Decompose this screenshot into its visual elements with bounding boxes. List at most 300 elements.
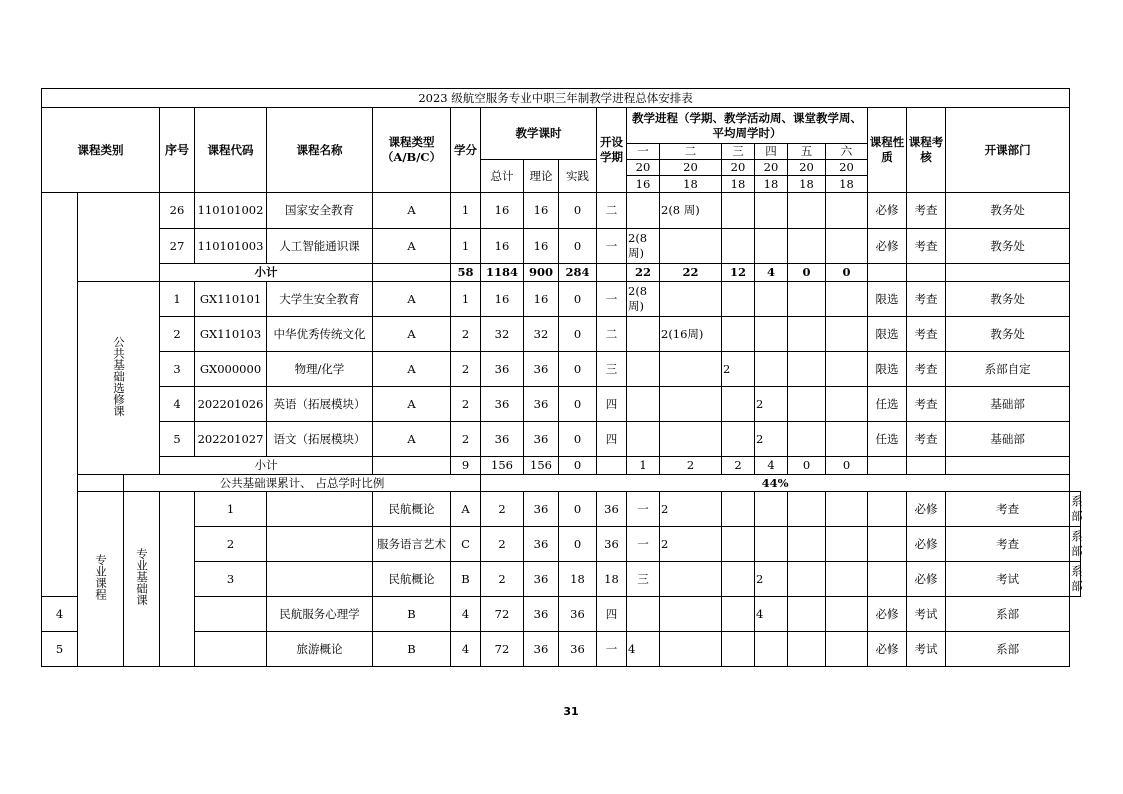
course-practice-hours: 36 bbox=[559, 632, 597, 667]
category-label bbox=[78, 492, 124, 667]
table-row bbox=[42, 492, 1081, 527]
course-assessment: 考查 bbox=[907, 422, 946, 457]
header-class-weeks: 18 bbox=[826, 176, 868, 193]
header-semester-start: 开设学期 bbox=[597, 108, 627, 193]
course-term-hours bbox=[722, 282, 755, 317]
course-practice-hours: 0 bbox=[559, 282, 597, 317]
course-practice-hours: 0 bbox=[559, 193, 597, 229]
course-code bbox=[267, 492, 373, 527]
table-row bbox=[42, 597, 1081, 632]
course-term-hours bbox=[755, 193, 788, 229]
course-term-hours bbox=[660, 387, 722, 422]
header-seq: 序号 bbox=[160, 108, 195, 193]
course-total-hours: 36 bbox=[481, 352, 524, 387]
course-term-hours bbox=[627, 422, 660, 457]
course-type: A bbox=[373, 193, 451, 229]
course-nature: 必修 bbox=[907, 492, 946, 527]
subcategory-professional-basic: 专业基础课 bbox=[135, 548, 149, 606]
course-total-hours: 36 bbox=[524, 562, 559, 597]
course-term-hours: 2(8周) bbox=[627, 282, 660, 317]
subtotal-row bbox=[42, 457, 1081, 475]
course-code bbox=[267, 562, 373, 597]
subtotal-term: 2 bbox=[722, 457, 755, 475]
header-activity-weeks: 20 bbox=[826, 160, 868, 176]
course-name: 旅游概论 bbox=[267, 632, 373, 667]
course-theory-hours: 32 bbox=[524, 317, 559, 352]
course-term-hours bbox=[868, 562, 907, 597]
course-seq: 3 bbox=[160, 352, 195, 387]
course-term-hours bbox=[826, 597, 868, 632]
course-term-hours bbox=[660, 562, 722, 597]
course-term-hours: 2 bbox=[755, 562, 788, 597]
course-practice-hours: 0 bbox=[559, 422, 597, 457]
header-dept: 开课部门 bbox=[946, 108, 1070, 193]
subtotal-term: 22 bbox=[627, 264, 660, 282]
course-name: 服务语言艺术 bbox=[373, 527, 451, 562]
course-term-hours: 2 bbox=[660, 492, 722, 527]
header-term: 六 bbox=[826, 144, 868, 160]
subtotal-term: 0 bbox=[826, 457, 868, 475]
course-seq: 1 bbox=[195, 492, 267, 527]
course-seq: 4 bbox=[42, 597, 78, 632]
title-row bbox=[42, 89, 1081, 108]
course-term-hours bbox=[826, 193, 868, 229]
course-nature: 必修 bbox=[868, 193, 907, 229]
subtotal-practice: 284 bbox=[559, 264, 597, 282]
course-assessment: 考查 bbox=[907, 387, 946, 422]
header-class-weeks: 18 bbox=[788, 176, 826, 193]
course-term-hours bbox=[722, 317, 755, 352]
header-progress: 教学进程（学期、教学活动周、课堂教学周、平均周学时） bbox=[627, 108, 868, 144]
course-practice-hours: 0 bbox=[559, 387, 597, 422]
course-theory-hours: 0 bbox=[559, 527, 597, 562]
course-dept: 系部 bbox=[1070, 527, 1081, 562]
header-activity-weeks: 20 bbox=[788, 160, 826, 176]
course-dept: 基础部 bbox=[946, 387, 1070, 422]
course-credit: 2 bbox=[451, 422, 481, 457]
course-practice-hours: 36 bbox=[559, 597, 597, 632]
course-theory-hours: 36 bbox=[524, 387, 559, 422]
blank-cell bbox=[907, 457, 946, 475]
subtotal-label: 小计 bbox=[160, 264, 373, 282]
course-term-hours bbox=[755, 282, 788, 317]
course-dept: 教务处 bbox=[946, 317, 1070, 352]
course-dept: 教务处 bbox=[946, 282, 1070, 317]
course-dept: 基础部 bbox=[946, 422, 1070, 457]
course-practice-hours: 0 bbox=[559, 229, 597, 264]
course-theory-hours: 0 bbox=[559, 492, 597, 527]
course-dept: 教务处 bbox=[946, 193, 1070, 229]
course-total-hours: 16 bbox=[481, 282, 524, 317]
table-row bbox=[42, 229, 1081, 264]
course-term-hours bbox=[755, 352, 788, 387]
course-total-hours: 36 bbox=[524, 527, 559, 562]
table-row bbox=[42, 317, 1081, 352]
course-start-semester: 四 bbox=[597, 597, 627, 632]
course-credit: 2 bbox=[451, 352, 481, 387]
course-practice-hours: 0 bbox=[559, 317, 597, 352]
course-code: GX110103 bbox=[195, 317, 267, 352]
course-term-hours bbox=[826, 492, 868, 527]
header-class-weeks: 18 bbox=[660, 176, 722, 193]
table-row bbox=[42, 282, 1081, 317]
course-term-hours bbox=[868, 492, 907, 527]
course-name: 语文（拓展模块） bbox=[267, 422, 373, 457]
blank-cell bbox=[160, 492, 195, 667]
course-term-hours bbox=[660, 632, 722, 667]
course-total-hours: 32 bbox=[481, 317, 524, 352]
blank-cell bbox=[373, 264, 451, 282]
header-term: 三 bbox=[722, 144, 755, 160]
subtotal-practice: 0 bbox=[559, 457, 597, 475]
course-name: 国家安全教育 bbox=[267, 193, 373, 229]
course-term-hours bbox=[660, 597, 722, 632]
course-assessment: 考试 bbox=[907, 632, 946, 667]
subcategory-label bbox=[78, 282, 160, 475]
course-total-hours: 72 bbox=[481, 597, 524, 632]
course-term-hours: 4 bbox=[627, 632, 660, 667]
subtotal-label: 小计 bbox=[160, 457, 373, 475]
course-theory-hours: 16 bbox=[524, 229, 559, 264]
table-row bbox=[42, 193, 1081, 229]
course-term-hours bbox=[826, 422, 868, 457]
course-seq: 3 bbox=[195, 562, 267, 597]
course-term-hours: 2(8 周) bbox=[660, 193, 722, 229]
course-term-hours bbox=[722, 422, 755, 457]
course-type: A bbox=[373, 317, 451, 352]
course-term-hours bbox=[722, 193, 755, 229]
course-assessment: 考查 bbox=[907, 317, 946, 352]
subtotal-term: 0 bbox=[788, 457, 826, 475]
course-term-hours bbox=[788, 193, 826, 229]
course-seq: 5 bbox=[160, 422, 195, 457]
header-term: 二 bbox=[660, 144, 722, 160]
course-total-hours: 16 bbox=[481, 193, 524, 229]
course-term-hours bbox=[722, 229, 755, 264]
course-term-hours: 2 bbox=[755, 387, 788, 422]
course-dept: 教务处 bbox=[946, 229, 1070, 264]
header-hours: 教学课时 bbox=[481, 108, 597, 160]
course-term-hours bbox=[660, 352, 722, 387]
subcategory-label bbox=[124, 492, 160, 667]
course-theory-hours: 36 bbox=[524, 597, 559, 632]
course-code: 202201027 bbox=[195, 422, 267, 457]
course-term-hours bbox=[660, 282, 722, 317]
course-type: B bbox=[373, 632, 451, 667]
course-theory-hours: 36 bbox=[524, 422, 559, 457]
course-dept: 系部 bbox=[1070, 562, 1081, 597]
course-dept: 系部 bbox=[946, 632, 1070, 667]
course-term-hours bbox=[722, 527, 755, 562]
course-practice-hours: 0 bbox=[559, 352, 597, 387]
course-seq: 2 bbox=[195, 527, 267, 562]
header-practice: 实践 bbox=[559, 160, 597, 193]
subcategory-public-elective: 公共基础选修课 bbox=[112, 335, 126, 417]
course-theory-hours: 18 bbox=[559, 562, 597, 597]
course-term-hours bbox=[722, 492, 755, 527]
course-term-hours bbox=[755, 229, 788, 264]
header-category: 课程类别 bbox=[42, 108, 160, 193]
table-row bbox=[42, 387, 1081, 422]
course-type: A bbox=[373, 352, 451, 387]
blank-cell bbox=[373, 457, 451, 475]
course-term-hours bbox=[826, 562, 868, 597]
subtotal-term: 0 bbox=[788, 264, 826, 282]
course-seq: 27 bbox=[160, 229, 195, 264]
header-name: 课程名称 bbox=[267, 108, 373, 193]
course-term-hours bbox=[627, 317, 660, 352]
course-dept: 系部 bbox=[946, 597, 1070, 632]
course-name: 民航概论 bbox=[373, 492, 451, 527]
course-term-hours: 2 bbox=[660, 527, 722, 562]
course-code: 110101003 bbox=[195, 229, 267, 264]
subtotal-term: 2 bbox=[660, 457, 722, 475]
course-term-hours bbox=[755, 632, 788, 667]
course-total-hours: 36 bbox=[524, 492, 559, 527]
course-total-hours: 16 bbox=[481, 229, 524, 264]
course-term-hours bbox=[627, 352, 660, 387]
course-term-hours bbox=[755, 492, 788, 527]
course-term-hours bbox=[788, 597, 826, 632]
ratio-row bbox=[42, 475, 1081, 492]
course-seq: 5 bbox=[42, 632, 78, 667]
header-credit: 学分 bbox=[451, 108, 481, 193]
header-nature: 课程性质 bbox=[868, 108, 907, 193]
table-row bbox=[42, 632, 1081, 667]
course-term-hours bbox=[788, 422, 826, 457]
schedule-table bbox=[41, 88, 1081, 667]
header-term: 一 bbox=[627, 144, 660, 160]
course-theory-hours: 36 bbox=[524, 352, 559, 387]
course-credit: 1 bbox=[451, 193, 481, 229]
course-seq: 26 bbox=[160, 193, 195, 229]
course-code bbox=[195, 632, 267, 667]
category-professional: 专业课程 bbox=[94, 554, 108, 600]
course-nature: 必修 bbox=[868, 229, 907, 264]
header-activity-weeks: 20 bbox=[755, 160, 788, 176]
course-term-hours bbox=[755, 317, 788, 352]
course-term-hours bbox=[826, 527, 868, 562]
course-term-hours bbox=[627, 387, 660, 422]
ratio-value: 44% bbox=[481, 475, 1070, 492]
course-term-hours bbox=[826, 387, 868, 422]
subtotal-theory: 156 bbox=[524, 457, 559, 475]
header-class-weeks: 16 bbox=[627, 176, 660, 193]
course-term-hours bbox=[788, 492, 826, 527]
subtotal-row bbox=[42, 264, 1081, 282]
course-nature: 限选 bbox=[868, 352, 907, 387]
course-assessment: 考试 bbox=[907, 597, 946, 632]
table-row bbox=[42, 562, 1081, 597]
header-term: 五 bbox=[788, 144, 826, 160]
course-term-hours bbox=[627, 193, 660, 229]
blank-cell bbox=[946, 457, 1070, 475]
course-total-hours: 36 bbox=[481, 422, 524, 457]
course-seq: 1 bbox=[160, 282, 195, 317]
table-title: 2023 级航空服务专业中职三年制教学进程总体安排表 bbox=[42, 89, 1070, 108]
course-practice-hours: 36 bbox=[597, 492, 627, 527]
course-term-hours: 2 bbox=[722, 352, 755, 387]
course-term-hours: 2(16周) bbox=[660, 317, 722, 352]
course-term-hours bbox=[826, 317, 868, 352]
course-assessment: 考查 bbox=[907, 282, 946, 317]
blank-cell bbox=[868, 264, 907, 282]
course-assessment: 考查 bbox=[946, 492, 1070, 527]
course-nature: 任选 bbox=[868, 387, 907, 422]
course-credit: 2 bbox=[451, 387, 481, 422]
course-start-semester: 三 bbox=[597, 352, 627, 387]
blank-cell bbox=[597, 457, 627, 475]
course-name: 英语（拓展模块） bbox=[267, 387, 373, 422]
course-assessment: 考查 bbox=[907, 193, 946, 229]
table-body bbox=[42, 89, 1081, 667]
subtotal-term: 12 bbox=[722, 264, 755, 282]
course-assessment: 考查 bbox=[907, 229, 946, 264]
subtotal-term: 1 bbox=[627, 457, 660, 475]
course-nature: 限选 bbox=[868, 317, 907, 352]
course-nature: 必修 bbox=[868, 632, 907, 667]
course-term-hours bbox=[788, 387, 826, 422]
course-dept: 系部 bbox=[1070, 492, 1081, 527]
course-start-semester: 二 bbox=[597, 193, 627, 229]
course-credit: 1 bbox=[451, 229, 481, 264]
schedule-table-wrapper bbox=[41, 88, 1081, 667]
header-row bbox=[42, 108, 1081, 144]
course-theory-hours: 36 bbox=[524, 632, 559, 667]
course-term-hours bbox=[788, 317, 826, 352]
course-nature: 必修 bbox=[868, 597, 907, 632]
subtotal-theory: 900 bbox=[524, 264, 559, 282]
table-row bbox=[42, 352, 1081, 387]
course-assessment: 考试 bbox=[946, 562, 1070, 597]
course-term-hours bbox=[755, 527, 788, 562]
course-dept: 系部自定 bbox=[946, 352, 1070, 387]
header-code: 课程代码 bbox=[195, 108, 267, 193]
course-practice-hours: 36 bbox=[597, 527, 627, 562]
course-start-semester: 二 bbox=[597, 317, 627, 352]
course-credit: 2 bbox=[481, 527, 524, 562]
course-credit: 2 bbox=[481, 492, 524, 527]
course-start-semester: 一 bbox=[627, 492, 660, 527]
course-start-semester: 四 bbox=[597, 387, 627, 422]
course-type: B bbox=[373, 597, 451, 632]
course-term-hours: 4 bbox=[755, 597, 788, 632]
blank-cell bbox=[868, 457, 907, 475]
course-term-hours bbox=[826, 282, 868, 317]
course-seq: 2 bbox=[160, 317, 195, 352]
course-term-hours bbox=[788, 632, 826, 667]
course-term-hours bbox=[722, 387, 755, 422]
subtotal-term: 0 bbox=[826, 264, 868, 282]
course-name: 人工智能通识课 bbox=[267, 229, 373, 264]
course-nature: 必修 bbox=[907, 527, 946, 562]
course-name: 中华优秀传统文化 bbox=[267, 317, 373, 352]
header-theory: 理论 bbox=[524, 160, 559, 193]
course-term-hours bbox=[788, 282, 826, 317]
header-class-weeks: 18 bbox=[755, 176, 788, 193]
course-total-hours: 36 bbox=[481, 387, 524, 422]
course-type: A bbox=[373, 422, 451, 457]
subcategory-blank bbox=[78, 193, 160, 282]
course-term-hours bbox=[788, 562, 826, 597]
course-theory-hours: 16 bbox=[524, 193, 559, 229]
course-type: A bbox=[373, 229, 451, 264]
header-activity-weeks: 20 bbox=[660, 160, 722, 176]
course-term-hours bbox=[788, 352, 826, 387]
category-blank bbox=[42, 193, 78, 597]
table-row bbox=[42, 527, 1081, 562]
course-code: GX110101 bbox=[195, 282, 267, 317]
course-code: GX000000 bbox=[195, 352, 267, 387]
course-total-hours: 72 bbox=[481, 632, 524, 667]
course-term-hours bbox=[826, 632, 868, 667]
course-name: 物理/化学 bbox=[267, 352, 373, 387]
subtotal-credit: 9 bbox=[451, 457, 481, 475]
course-term-hours bbox=[826, 352, 868, 387]
course-type: B bbox=[451, 562, 481, 597]
course-term-hours bbox=[722, 632, 755, 667]
course-code: 202201026 bbox=[195, 387, 267, 422]
course-term-hours bbox=[788, 527, 826, 562]
subtotal-term: 4 bbox=[755, 457, 788, 475]
course-credit: 4 bbox=[451, 597, 481, 632]
table-row bbox=[42, 422, 1081, 457]
subtotal-term: 22 bbox=[660, 264, 722, 282]
header-term: 四 bbox=[755, 144, 788, 160]
page-number: 31 bbox=[563, 705, 579, 718]
course-credit: 4 bbox=[451, 632, 481, 667]
course-start-semester: 四 bbox=[597, 422, 627, 457]
course-type: A bbox=[373, 282, 451, 317]
blank-cell bbox=[597, 264, 627, 282]
course-type: A bbox=[373, 387, 451, 422]
course-term-hours bbox=[722, 562, 755, 597]
course-term-hours bbox=[788, 229, 826, 264]
course-nature: 限选 bbox=[868, 282, 907, 317]
course-seq: 4 bbox=[160, 387, 195, 422]
course-term-hours bbox=[660, 422, 722, 457]
header-class-weeks: 18 bbox=[722, 176, 755, 193]
course-start-semester: 一 bbox=[627, 527, 660, 562]
course-credit: 2 bbox=[481, 562, 524, 597]
course-term-hours bbox=[660, 229, 722, 264]
course-term-hours bbox=[826, 229, 868, 264]
blank-cell bbox=[946, 264, 1070, 282]
header-activity-weeks: 20 bbox=[722, 160, 755, 176]
course-nature: 任选 bbox=[868, 422, 907, 457]
course-start-semester: 一 bbox=[597, 229, 627, 264]
course-type: A bbox=[451, 492, 481, 527]
course-term-hours: 2 bbox=[755, 422, 788, 457]
header-assessment: 课程考核 bbox=[907, 108, 946, 193]
course-term-hours bbox=[627, 597, 660, 632]
course-start-semester: 一 bbox=[597, 282, 627, 317]
subtotal-credit: 58 bbox=[451, 264, 481, 282]
course-start-semester: 三 bbox=[627, 562, 660, 597]
header-activity-weeks: 20 bbox=[627, 160, 660, 176]
course-assessment: 考查 bbox=[907, 352, 946, 387]
blank-cell bbox=[907, 264, 946, 282]
blank-cell bbox=[78, 475, 124, 492]
course-credit: 2 bbox=[451, 317, 481, 352]
course-name: 大学生安全教育 bbox=[267, 282, 373, 317]
subtotal-total: 1184 bbox=[481, 264, 524, 282]
course-start-semester: 一 bbox=[597, 632, 627, 667]
course-term-hours bbox=[868, 527, 907, 562]
course-code bbox=[195, 597, 267, 632]
course-name: 民航服务心理学 bbox=[267, 597, 373, 632]
header-total: 总计 bbox=[481, 160, 524, 193]
